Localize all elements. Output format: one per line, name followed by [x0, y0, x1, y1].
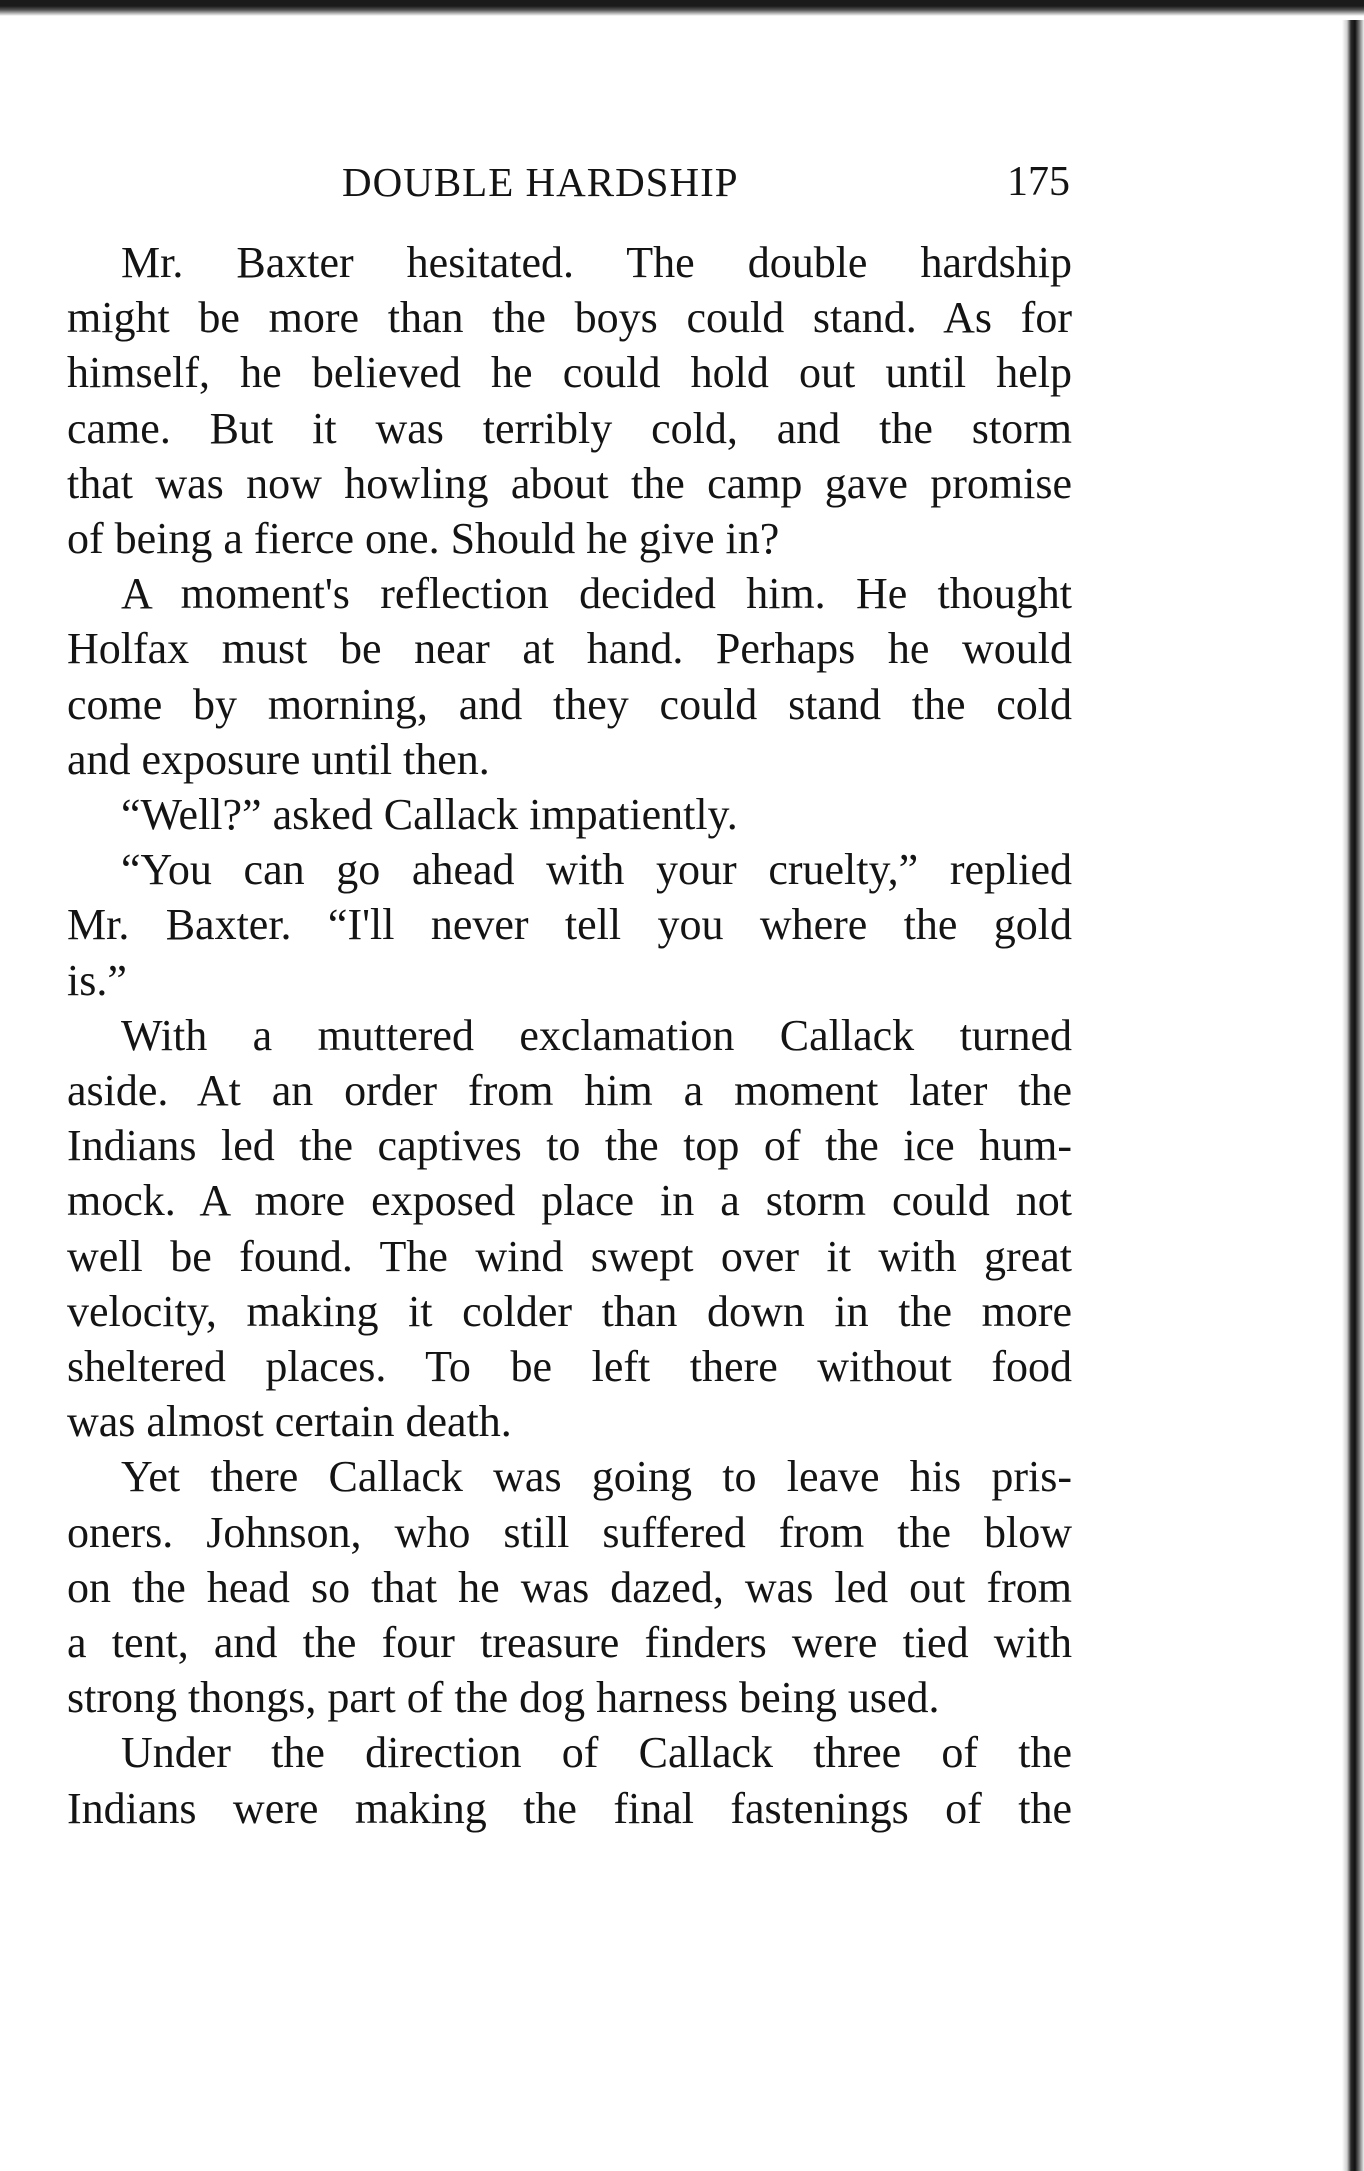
- text-line: come by morning, and they could stand the cold: [67, 679, 1072, 729]
- text-line: “Well?” asked Callack impatiently.: [121, 790, 738, 840]
- text-line: of being a fierce one. Should he give in?: [67, 514, 780, 564]
- text-line: A moment's reflection decided him. He thought: [121, 569, 1072, 619]
- paragraph: [67, 1725, 1072, 1835]
- text-line: oners. Johnson, who still suffered from the blow: [67, 1507, 1072, 1557]
- text-line: and exposure until then.: [67, 734, 490, 784]
- body-text: [67, 235, 1072, 1836]
- text-line: Mr. Baxter hesitated. The double hardship: [121, 238, 1072, 287]
- text-line: came. But it was terribly cold, and the storm: [67, 403, 1072, 453]
- chapter-title: DOUBLE HARDSHIP: [342, 159, 739, 205]
- paragraph: [67, 566, 1072, 787]
- text-line: was almost certain death.: [67, 1397, 512, 1447]
- paragraph: [67, 842, 1072, 1008]
- text-line: mock. A more exposed place in a storm could not: [67, 1176, 1072, 1226]
- paragraph: [67, 235, 1072, 566]
- text-line: that was now howling about the camp gave promise: [67, 458, 1072, 508]
- text-line: Mr. Baxter. “I'll never tell you where the gold: [67, 900, 1072, 950]
- text-line: strong thongs, part of the dog harness being used.: [67, 1673, 940, 1723]
- paragraph: [67, 1449, 1072, 1725]
- text-line: well be found. The wind swept over it with great: [67, 1231, 1072, 1281]
- paragraph: [67, 787, 1072, 842]
- text-line: sheltered places. To be left there without food: [67, 1342, 1072, 1392]
- text-line: With a muttered exclamation Callack turned: [121, 1010, 1072, 1060]
- running-head: [66, 158, 1076, 218]
- text-line: Under the direction of Callack three of the: [121, 1728, 1072, 1778]
- text-line: is.”: [67, 955, 127, 1005]
- text-line: might be more than the boys could stand. As for: [67, 293, 1072, 343]
- paragraph: [67, 1008, 1072, 1450]
- text-line: “You can go ahead with your cruelty,” replied: [121, 845, 1072, 895]
- page-number: 175: [1007, 159, 1070, 205]
- text-line: himself, he believed he could hold out until help: [67, 348, 1072, 398]
- text-line: Indians led the captives to the top of the ice hum-: [67, 1121, 1072, 1171]
- text-line: Holfax must be near at hand. Perhaps he would: [67, 624, 1072, 674]
- page-top-edge-shadow: [0, 0, 1364, 16]
- book-spine-edge: [1342, 20, 1364, 2171]
- text-line: Indians were making the final fastenings of the: [67, 1783, 1072, 1833]
- text-line: on the head so that he was dazed, was led out from: [67, 1562, 1072, 1612]
- text-line: a tent, and the four treasure finders were tied with: [67, 1618, 1072, 1668]
- text-line: aside. At an order from him a moment later the: [67, 1066, 1072, 1116]
- text-line: velocity, making it colder than down in the more: [67, 1286, 1072, 1336]
- text-line: Yet there Callack was going to leave his pris-: [121, 1452, 1072, 1502]
